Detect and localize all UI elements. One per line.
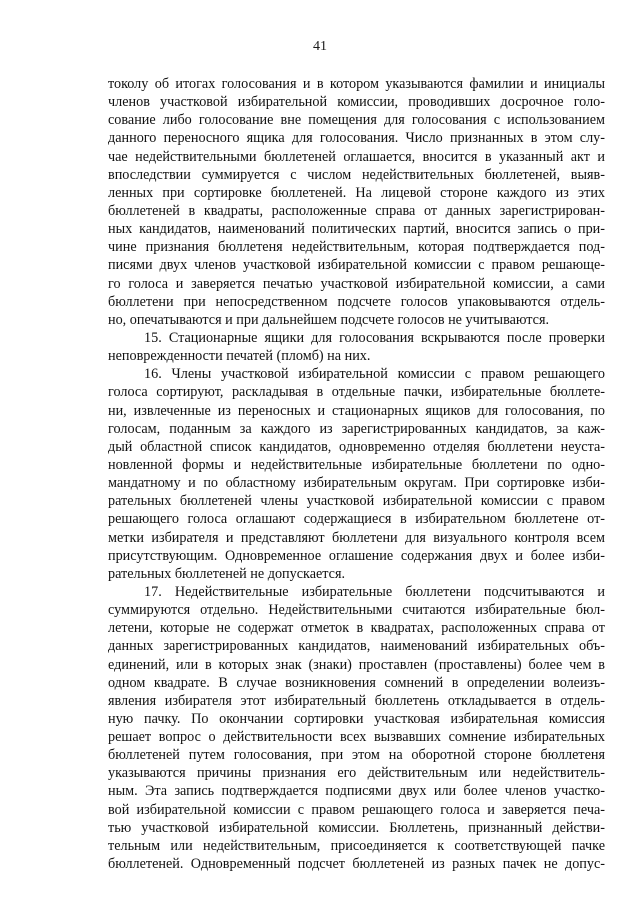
text-line: указываются причины признания его действительным или недействитель- — [108, 765, 605, 782]
text-line: голосам, поданным за каждого из зарегистрированных кандидатов, за каж- — [108, 420, 605, 437]
text-line: метки избирателя и представляют бюллетени для визуального контроля всем — [108, 529, 605, 546]
text-line: тью участковой избирательной комиссии. Бюллетень, признанный действи- — [108, 819, 605, 836]
text-line: суммируются отдельно. Недействительными считаются избирательные бюл- — [108, 602, 605, 619]
text-line: членов участковой избирательной комиссии, проводивших досрочное голо- — [108, 94, 605, 111]
text-line: рательных бюллетеней не допускается. — [108, 565, 346, 582]
text-line: единений, или в которых знак (знаки) проставлен (проставлены) более чем в — [108, 656, 605, 673]
text-line: неповрежденности печатей (пломб) на них. — [108, 348, 371, 365]
text-line: новленной формы и недействительные избирательные бюллетени по одно- — [108, 456, 605, 473]
text-line: дый областной список кандидатов, одновременно отделяя бюллетени неуста- — [108, 438, 605, 455]
text-line: одном квадрате. В случае возникновения сомнений в определении волеизъ- — [108, 674, 605, 691]
text-line: токолу об итогах голосования и в котором указываются фамилии и инициалы — [108, 76, 605, 92]
text-line: сование либо голосование вне помещения для голосования с использованием — [108, 112, 605, 129]
text-line: 15. Стационарные ящики для голосования вскрываются после проверки — [144, 329, 605, 346]
text-line: вой избирательной комиссии с правом решающего голоса и заверяется печа- — [108, 801, 605, 818]
text-line: но, опечатываются и при дальнейшем подсчете голосов не учитываются. — [108, 311, 550, 328]
paragraph — [108, 583, 605, 873]
text-line: тельным или недействительным, присоединяется к соответствующей пачке — [108, 837, 605, 854]
text-line: ни, извлеченные из переносных и стационарных ящиков для голосования, по — [108, 402, 605, 419]
text-line: бюллетени при непосредственном подсчете голосов упаковываются отдель- — [108, 293, 605, 310]
text-line: ленных при сортировке бюллетеней. На лицевой стороне каждого из этих — [108, 184, 605, 201]
text-line: 16. Члены участковой избирательной комиссии с правом решающего — [144, 366, 605, 383]
text-line: бюллетеней путем голосования, при этом на оборотной стороне бюллетеня — [108, 747, 605, 764]
text-line: чине признания бюллетеня недействительным, которая подтверждается под- — [108, 239, 605, 256]
text-line: ных кандидатов, наименований политических партий, вносится запись о при- — [108, 221, 605, 238]
text-line: ным. Эта запись подтверждается подписями двух или более членов участко- — [108, 783, 605, 800]
paragraph — [108, 75, 605, 329]
text-line: рательных бюллетеней члены участковой избирательной комиссии с правом — [108, 493, 605, 510]
text-line: решает вопрос о действительности всех вызвавших сомнение избирательных — [108, 729, 605, 746]
paragraph — [108, 365, 605, 583]
paragraph — [108, 329, 605, 365]
page-number: 41 — [313, 39, 327, 54]
text-line: впоследствии суммируется с числом недействительных бюллетеней, выяв- — [108, 166, 605, 183]
text-line: бюллетеней. Одновременный подсчет бюллетеней из разных пачек не допус- — [108, 856, 605, 873]
text-line: 17. Недействительные избирательные бюллетени подсчитываются и — [144, 583, 605, 600]
document-text — [108, 75, 605, 873]
text-line: голоса сортируют, раскладывая в отдельные пачки, избирательные бюллете- — [108, 384, 605, 401]
text-line: бюллетеней в квадраты, расположенные справа от данных зарегистрирован- — [108, 202, 605, 219]
text-line: писями двух членов участковой избирательной комиссии с правом решающе- — [108, 257, 605, 274]
text-line: ную пачку. По окончании сортировки участковая избирательная комиссия — [108, 710, 605, 727]
text-line: данных зарегистрированных кандидатов, наименований избирательных объ- — [108, 638, 605, 655]
text-line: летени, которые не содержат отметок в квадратах, расположенных справа от — [108, 620, 605, 637]
text-line: данного переносного ящика для голосования. Число признанных в этом слу- — [108, 130, 605, 147]
text-line: явления избирателя этот избирательный бюллетень откладывается в отдель- — [108, 692, 605, 709]
text-line: решающего голоса оглашают содержащиеся в избирательном бюллетене от- — [108, 511, 605, 528]
text-line: чае недействительными бюллетеней оглашается, вносится в указанный акт и — [108, 148, 605, 165]
text-line: го голоса и заверяется печатью участковой избирательной комиссии, а сами — [108, 275, 605, 292]
text-line: присутствующим. Одновременное оглашение содержания двух и более изби- — [108, 547, 605, 564]
text-line: мандатному и по областному избирательным округам. При сортировке изби- — [108, 475, 605, 492]
